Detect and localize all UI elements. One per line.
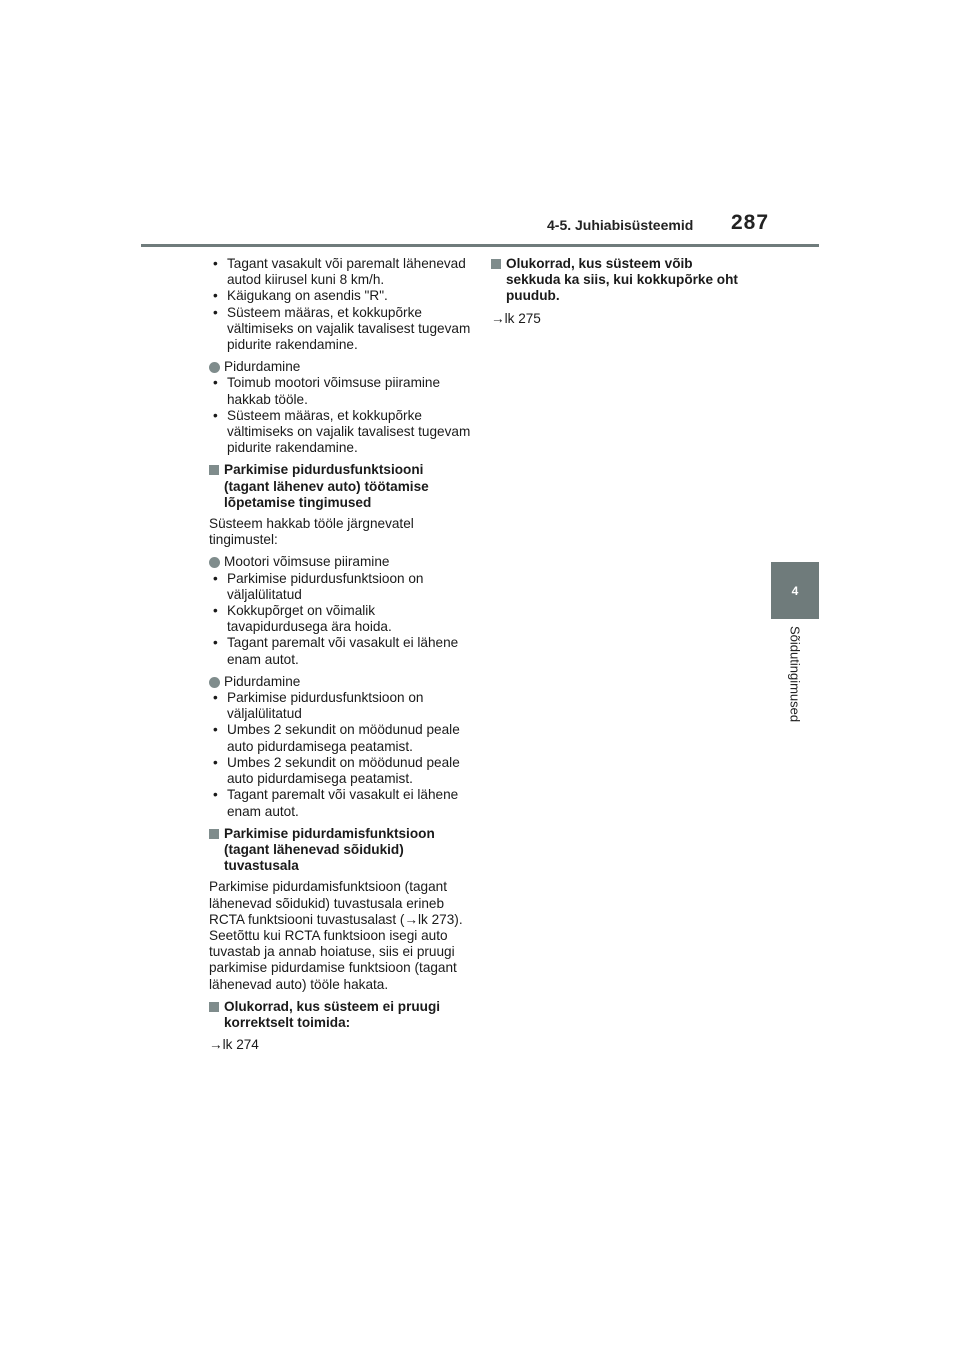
list-item: • Parkimise pidurdusfunktsioon on väljalülitatud (209, 571, 471, 603)
square-bullet-icon (491, 259, 501, 269)
list-item: • Parkimise pidurdusfunktsioon on väljalülitatud (209, 690, 471, 722)
circle-subheading-text: Pidurdamine (224, 673, 301, 689)
list-item: • Umbes 2 sekundit on möödunud peale auto pidurdamisega peatamist. (209, 722, 471, 754)
paragraph: Süsteem hakkab tööle järgnevatel tingimustel: (209, 516, 414, 548)
chapter-tab (771, 562, 819, 619)
section-heading (209, 462, 471, 511)
page-reference-link[interactable]: →lk 274 (209, 1037, 259, 1053)
section-heading (209, 999, 471, 1031)
circle-bullet-icon (209, 677, 220, 688)
left-column (209, 256, 471, 1053)
circle-subheading-text: Mootori võimsuse piiramine (224, 554, 390, 570)
chapter-title: Sõidutingimused (787, 626, 803, 723)
page-reference-link[interactable]: →lk 275 (491, 310, 541, 326)
section-heading-text: Parkimise pidurdusfunktsiooni (tagant lähenev auto) töötamise lõpetamise tingimused (224, 462, 429, 510)
square-bullet-icon (209, 829, 219, 839)
square-bullet-icon (209, 1002, 219, 1012)
section-title: 4-5. Juhiabisüsteemid (547, 217, 694, 233)
list-item: • Toimub mootori võimsuse piiramine hakkab tööle. (209, 375, 471, 407)
header-divider (141, 244, 819, 247)
list-item: • Käigukang on asendis "R". (209, 288, 471, 304)
circle-bullet-icon (209, 557, 220, 568)
paragraph: Parkimise pidurdamisfunktsioon (tagant lähenevad sõidukid) tuvastusala erineb RCTA funktsiooni tuvastusalast (→lk 273). Seetõttu kui RCTA funktsioon isegi auto tuvastab ja annab hoiatuse, siis ei pruugi parkimise pidurdamise funktsioon (tagant lähenevad auto) tööle hakata. (209, 879, 463, 992)
circle-subheading (209, 674, 471, 690)
list-item: • Tagant vasakult või paremalt lähenevad autod kiirusel kuni 8 km/h. (209, 256, 471, 288)
circle-subheading-text: Pidurdamine (224, 359, 301, 375)
page-number: 287 (731, 211, 770, 234)
section-heading-text: Olukorrad, kus süsteem ei pruugi korrektselt toimida: (224, 998, 441, 1030)
list-item: • Kokkupõrget on võimalik tavapidurdusega ära hoida. (209, 603, 471, 635)
square-bullet-icon (209, 465, 219, 475)
list-item: • Umbes 2 sekundit on möödunud peale auto pidurdamisega peatamist. (209, 755, 471, 787)
section-heading-text: Parkimise pidurdamisfunktsioon (tagant lähenevad sõidukid) tuvastusala (224, 825, 435, 874)
circle-bullet-icon (209, 362, 220, 373)
section-heading-text: Olukorrad, kus süsteem võib sekkuda ka siis, kui kokkupõrke oht puudub. (506, 256, 738, 304)
list-item: • Tagant paremalt või vasakult ei lähene enam autot. (209, 787, 471, 819)
right-column (491, 256, 741, 327)
circle-subheading (209, 554, 471, 570)
section-heading (491, 256, 741, 305)
circle-subheading (209, 359, 471, 375)
section-heading (209, 826, 471, 875)
list-item: • Süsteem määras, et kokkupõrke vältimiseks on vajalik tavalisest tugevam pidurite rakendamine. (209, 305, 471, 354)
chapter-number: 4 (791, 583, 799, 598)
chapter-side-label (771, 626, 819, 746)
list-item: • Süsteem määras, et kokkupõrke vältimiseks on vajalik tavalisest tugevam pidurite rakendamine. (209, 408, 471, 457)
list-item: • Tagant paremalt või vasakult ei lähene enam autot. (209, 635, 471, 667)
